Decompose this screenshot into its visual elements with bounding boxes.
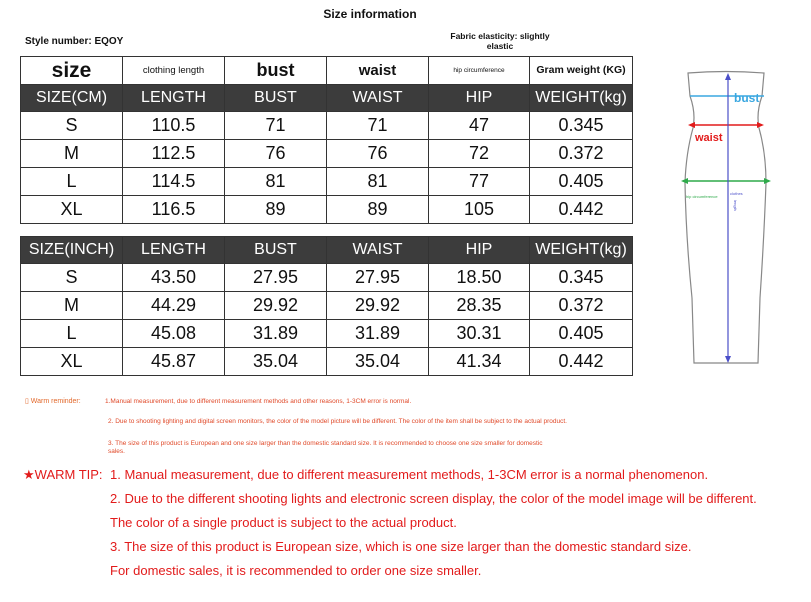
column-header: HIP — [429, 85, 530, 112]
table-cell: M — [21, 140, 123, 168]
header-waist: waist — [327, 57, 429, 85]
table-row — [21, 112, 633, 140]
table-cell: 27.95 — [225, 264, 327, 292]
warm-tip-line-5: For domestic sales, it is recommended to order one size smaller. — [110, 563, 482, 578]
header-row — [21, 57, 633, 85]
column-header: WEIGHT(kg) — [530, 85, 633, 112]
warm-tip-line-4: 3. The size of this product is European size, which is one size larger than the domestic standard size. — [110, 539, 692, 554]
size-table-inch — [20, 236, 633, 376]
warm-tip-label: ★WARM TIP: — [23, 467, 103, 482]
table-cell: 18.50 — [429, 264, 530, 292]
table-cell: 89 — [225, 196, 327, 224]
table-row — [21, 196, 633, 224]
column-header: SIZE(INCH) — [21, 237, 123, 264]
table-row — [21, 320, 633, 348]
table-cell: 76 — [225, 140, 327, 168]
warm-tip-line-2: 2. Due to the different shooting lights and electronic screen display, the color of the model image will be different. — [110, 491, 757, 506]
table-cell: 0.345 — [530, 112, 633, 140]
reminder-line-3: 3. The size of this product is European and one size larger than the domestic standard size. It is recommended to choose one size smaller for domestic sales. — [108, 440, 543, 455]
table-cell: 0.442 — [530, 196, 633, 224]
size-table-cm — [20, 56, 633, 224]
table-cell: 0.405 — [530, 320, 633, 348]
column-header: BUST — [225, 237, 327, 264]
table-cell: 0.372 — [530, 140, 633, 168]
table-cell: 29.92 — [327, 292, 429, 320]
clothes-label: clothes — [730, 191, 743, 196]
waist-arrow-left — [688, 122, 695, 128]
table-cell: 45.08 — [123, 320, 225, 348]
header-hip: hip circumference — [429, 57, 530, 85]
column-header: WAIST — [327, 85, 429, 112]
fabric-elasticity: Fabric elasticity: slightly elastic — [450, 31, 550, 51]
hip-arrow-right — [764, 178, 771, 184]
table-cell: 0.442 — [530, 348, 633, 376]
table-cell: 41.34 — [429, 348, 530, 376]
table-cell: 31.89 — [225, 320, 327, 348]
table-cell: S — [21, 112, 123, 140]
length-label: length — [733, 200, 738, 211]
table-cell: 0.345 — [530, 264, 633, 292]
bust-label: bust — [734, 91, 760, 105]
style-number: Style number: EQOY — [25, 36, 124, 47]
table-cell: 30.31 — [429, 320, 530, 348]
table-cell: 77 — [429, 168, 530, 196]
table-row — [21, 264, 633, 292]
page-title: Size information — [323, 7, 417, 21]
table-cell: 45.87 — [123, 348, 225, 376]
table-cell: 76 — [327, 140, 429, 168]
reminder-line-2: 2. Due to shooting lighting and digital screen monitors, the color of the model picture will be different. The color of the item shall be subject to the actual product. — [108, 418, 567, 425]
column-header: LENGTH — [123, 85, 225, 112]
table-cell: 29.92 — [225, 292, 327, 320]
table-cell: S — [21, 264, 123, 292]
garment-diagram — [676, 68, 786, 368]
header-bust: bust — [225, 57, 327, 85]
column-header: HIP — [429, 237, 530, 264]
table-cell: 31.89 — [327, 320, 429, 348]
table-cell: 116.5 — [123, 196, 225, 224]
table-cell: 43.50 — [123, 264, 225, 292]
table-row — [21, 168, 633, 196]
table-cell: 105 — [429, 196, 530, 224]
warm-tip-line-3: The color of a single product is subject to the actual product. — [110, 515, 457, 530]
table-cell: L — [21, 168, 123, 196]
table-cell: 44.29 — [123, 292, 225, 320]
warm-reminder-label: ▯ Warm reminder: — [25, 398, 81, 405]
table-cell: M — [21, 292, 123, 320]
table-cell: 71 — [327, 112, 429, 140]
column-header-row — [21, 237, 633, 264]
table-cell: 71 — [225, 112, 327, 140]
waist-arrow-right — [757, 122, 764, 128]
hip-label: hip circumference — [686, 194, 718, 199]
header-gram-weight: Gram weight (KG) — [530, 57, 633, 85]
table-cell: 35.04 — [225, 348, 327, 376]
table-cell: L — [21, 320, 123, 348]
table-cell: XL — [21, 196, 123, 224]
table-cell: 0.405 — [530, 168, 633, 196]
column-header: LENGTH — [123, 237, 225, 264]
table-cell: 35.04 — [327, 348, 429, 376]
warm-tip-line-1: 1. Manual measurement, due to different measurement methods, 1-3CM error is a normal phenomenon. — [110, 467, 709, 482]
reminder-line-1: 1.Manual measurement, due to different measurement methods and other reasons, 1-3CM error is normal. — [105, 398, 412, 405]
skirt-outline — [685, 72, 766, 364]
table-row — [21, 140, 633, 168]
table-cell: 89 — [327, 196, 429, 224]
header-clothing-length: clothing length — [123, 57, 225, 85]
table-cell: 72 — [429, 140, 530, 168]
table-cell: 110.5 — [123, 112, 225, 140]
table-cell: 27.95 — [327, 264, 429, 292]
table-cell: 0.372 — [530, 292, 633, 320]
table-row — [21, 292, 633, 320]
column-header: BUST — [225, 85, 327, 112]
waist-label: waist — [695, 132, 723, 144]
column-header: WAIST — [327, 237, 429, 264]
table-cell: 114.5 — [123, 168, 225, 196]
table-row — [21, 348, 633, 376]
table-cell: 28.35 — [429, 292, 530, 320]
column-header: WEIGHT(kg) — [530, 237, 633, 264]
column-header: SIZE(CM) — [21, 85, 123, 112]
table-cell: XL — [21, 348, 123, 376]
header-size: size — [21, 57, 123, 85]
table-cell: 81 — [327, 168, 429, 196]
table-cell: 112.5 — [123, 140, 225, 168]
table-cell: 47 — [429, 112, 530, 140]
table-cell: 81 — [225, 168, 327, 196]
column-header-row — [21, 85, 633, 112]
